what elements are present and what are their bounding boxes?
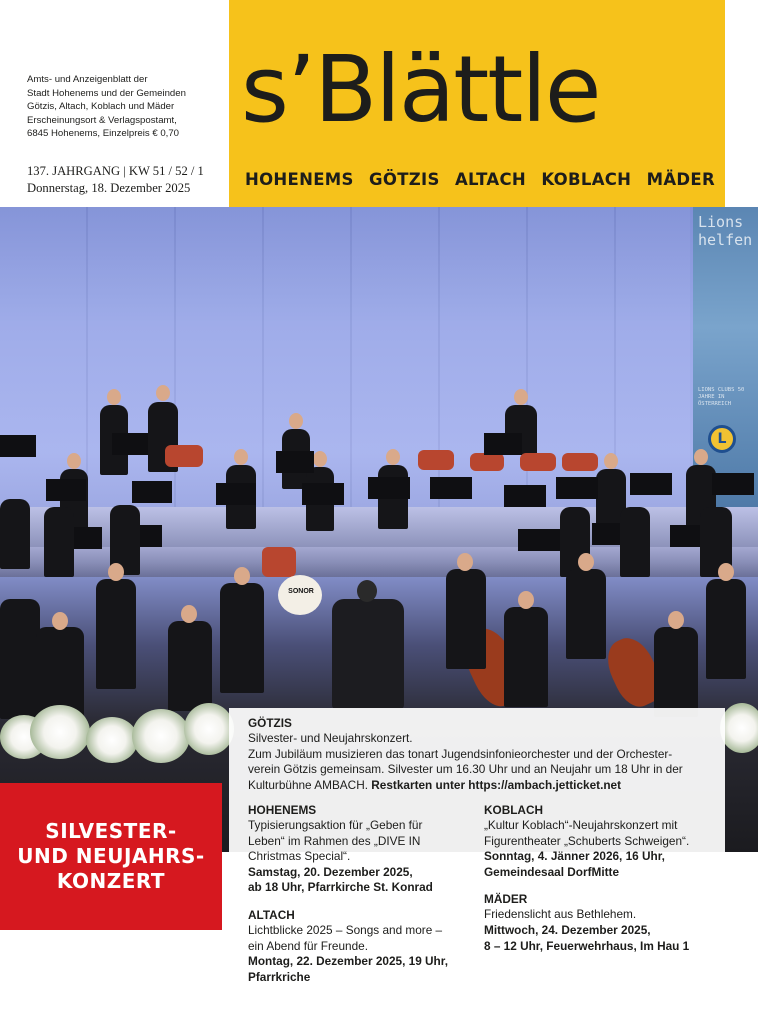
event-maeder [484,892,709,954]
event-text: Typisierungsaktion für „Geben für [248,818,423,832]
concert-badge [0,783,222,930]
musician-head [578,553,594,571]
event-heading: ALTACH [248,907,295,922]
music-stand [0,435,36,457]
event-hohenems [248,803,473,896]
publisher-line: 6845 Hohenems, Einzelpreis € 0,70 [27,128,179,140]
musician [0,499,30,569]
timpani [520,453,556,471]
town-list [245,170,715,189]
music-stand [504,485,546,507]
music-stand [112,433,148,455]
musician-head [108,563,124,581]
ticket-link[interactable]: Restkarten unter https://ambach.jetticket.net [371,777,622,792]
musician-head [234,567,250,585]
event-text: verein Götzis gemeinsam. Silvester um 16.30 Uhr und an Neujahr um 18 Uhr in der [248,762,683,777]
timpani [562,453,598,471]
newspaper-logo: s’Blättle [241,36,600,143]
conductor [332,599,404,709]
event-text: Zum Jubiläum musizieren das tonart Jugendsinfonieorchester und der Orchester- [248,746,673,761]
masthead-logo-box [229,0,725,216]
musician-head [52,612,68,630]
event-date: Gemeindesaal DorfMitte [484,864,620,879]
music-stand [518,529,560,551]
timpani [418,450,454,470]
issue-info [27,163,232,196]
music-stand [368,477,410,499]
musician-head [67,453,81,469]
musician [566,569,606,659]
timpani [470,453,504,471]
musician [96,579,136,689]
lions-emblem: L [708,425,736,453]
event-text: Friedenslicht aus Bethlehem. [484,907,637,922]
music-stand [630,473,672,495]
publisher-line: Amts- und Anzeigenblatt der [27,74,148,85]
musician-head [313,451,327,467]
musician-head [694,449,708,465]
musician [168,621,212,711]
issue-date: Donnerstag, 18. Dezember 2025 [27,180,191,195]
town-name: KOBLACH [541,170,632,189]
musician-head [514,389,528,405]
town-name: ALTACH [454,170,526,189]
event-heading: KOBLACH [484,803,543,817]
publisher-line: Götzis, Altach, Koblach und Mäder [27,101,175,113]
drum [262,547,296,577]
publisher-line: Erscheinungsort & Verlagspostamt, [27,114,177,126]
poinsettia [30,705,90,759]
event-date: Sonntag, 4. Jänner 2026, 16 Uhr, [484,849,665,864]
event-heading: MÄDER [484,892,528,907]
musician-head [156,385,170,401]
badge-line: SILVESTER- [45,819,177,843]
events-left-column [248,803,473,997]
event-date: Montag, 22. Dezember 2025, 19 Uhr, [248,954,448,969]
event-altach [248,908,473,985]
town-name: GÖTZIS [369,170,440,189]
event-text-venue: Kulturbühne AMBACH. [248,777,372,792]
musician [220,583,264,693]
event-date: Pfarrkriche [248,969,311,984]
lions-banner-subtext: LIONS CLUBS 50 JAHRE IN ÖSTERREICH [698,387,745,407]
event-text: ein Abend für Freunde. [248,938,369,953]
event-date: Mittwoch, 24. Dezember 2025, [484,922,651,937]
musician-head [234,449,248,465]
music-stand [430,477,472,499]
poinsettia [132,709,190,763]
poinsettia [720,703,758,753]
music-stand [712,473,754,495]
event-text: Lichtblicke 2025 – Songs and more – [248,922,443,937]
musician-head [181,605,197,623]
musician-head [457,553,473,571]
town-name: MÄDER [646,170,715,189]
musician [654,627,698,717]
town-name: HOHENEMS [245,170,354,189]
poinsettia [184,703,234,755]
event-goetzis [248,716,718,793]
drum-brand: SONOR [288,588,314,595]
event-heading: HOHENEMS [248,803,317,817]
musician-head [718,563,734,581]
event-date: Samstag, 20. Dezember 2025, [248,864,413,879]
music-stand [216,483,256,505]
event-text: Figurentheater „Schuberts Schweigen“. [484,833,690,848]
music-stand [46,479,86,501]
bass-drum [278,575,322,615]
musician-head [604,453,618,469]
music-stand [132,481,172,503]
issue-number: 137. JAHRGANG | KW 51 / 52 / 1 [27,164,204,178]
musician [620,507,650,577]
event-text: Leben“ im Rahmen des „DIVE IN [248,833,421,848]
musician-head [386,449,400,465]
musician [504,607,548,707]
event-text: Christmas Special“. [248,849,351,864]
musician [0,599,40,719]
musician-head [289,413,303,429]
musician-head [668,611,684,629]
musician-head [107,389,121,405]
music-stand [484,433,522,455]
publisher-info [27,73,227,141]
music-stand [276,451,314,473]
event-date: ab 18 Uhr, Pfarrkirche St. Konrad [248,880,433,895]
musician [44,507,74,577]
drum [165,445,203,467]
events-right-column [484,803,709,966]
event-text [248,778,718,794]
music-stand [556,477,598,499]
event-text: „Kultur Koblach“-Neujahrskonzert mit [484,818,678,832]
poinsettia [86,717,138,763]
publisher-line: Stadt Hohenems und der Gemeinden [27,87,186,99]
musician-head [518,591,534,609]
conductor-head [357,580,377,602]
badge-line: UND NEUJAHRS- [17,844,205,868]
event-date: 8 – 12 Uhr, Feuerwehrhaus, Im Hau 1 [484,938,690,953]
event-koblach [484,803,709,880]
musician [446,569,486,669]
musician [706,579,746,679]
event-heading: GÖTZIS [248,716,292,730]
event-text: Silvester- und Neujahrskonzert. [248,731,413,745]
music-stand [302,483,344,505]
badge-line: KONZERT [56,869,166,893]
lions-banner-text: Lions helfen [698,213,753,249]
